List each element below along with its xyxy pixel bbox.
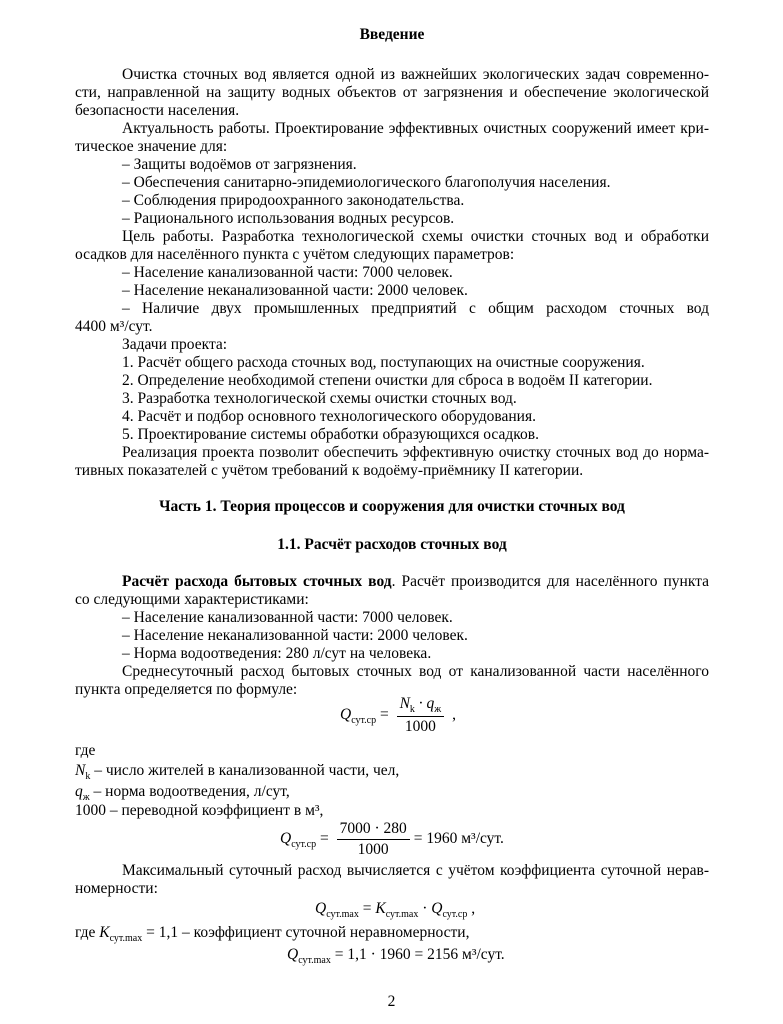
definition-text: – норма водоотведения, л/сут, <box>93 783 290 800</box>
formula-tail: , <box>448 706 456 724</box>
where-label: где <box>75 742 96 759</box>
symbol-n: N <box>75 762 86 779</box>
task-item: 3. Разработка технологической схемы очистки сточных вод. <box>122 390 517 407</box>
list-item: – Население канализованной части: 7000 человек. <box>122 264 453 281</box>
formula-denominator: 1000 <box>357 841 389 858</box>
intro-paragraph-line: сти, направленной на защиту водных объектов от загрязнения и обеспечение экологической <box>75 84 709 101</box>
definition-text: – число жителей в канализованной части, чел, <box>94 762 400 779</box>
relevance-paragraph-line: тическое значение для: <box>75 138 228 155</box>
task-item: 4. Расчёт и подбор основного технологического оборудования. <box>122 408 536 425</box>
formula-symbol: Q <box>287 946 299 963</box>
formula-symbol: Q <box>431 900 443 917</box>
formula-subscript: сут.max <box>385 909 419 921</box>
formula-result: = 1,1 · 1960 = 2156 м³/сут. <box>334 946 505 963</box>
formula-numerator: 7000 · 280 <box>337 820 410 840</box>
section-heading: 1.1. Расчёт расходов сточных вод <box>277 536 507 553</box>
page-number: 2 <box>387 993 396 1010</box>
symbol-k: K <box>99 924 110 941</box>
formula-subscript: сут.ср <box>351 715 377 727</box>
max-paragraph-line: Максимальный суточный расход вычисляется с учётом коэффициента суточной нерав- <box>122 862 709 879</box>
formula-subscript: k <box>409 704 415 716</box>
formula-fraction <box>397 695 445 736</box>
formula-equals: = <box>362 900 372 917</box>
formula-symbol: Q <box>340 706 352 724</box>
formula-symbol: Q <box>280 830 292 848</box>
formula-symbol: K <box>375 900 386 917</box>
intro-paragraph-line: Очистка сточных вод является одной из важнейших экологических задач современно- <box>122 66 709 83</box>
formula-subscript: сут.max <box>326 909 359 921</box>
calc-lead-line <box>75 573 709 591</box>
avg-paragraph-line: Среднесуточный расход бытовых сточных вод от канализованной части населённого <box>122 663 709 680</box>
list-item: – Рационального использования водных ресурсов. <box>122 210 455 227</box>
formula-max-flow <box>315 900 475 920</box>
formula-denominator: 1000 <box>404 718 436 736</box>
goal-paragraph-line: осадков для населённого пункта с учётом следующих параметров: <box>75 246 515 263</box>
tasks-heading: Задачи проекта: <box>122 336 228 353</box>
part-heading: Часть 1. Теория процессов и сооружения для очистки сточных вод <box>159 498 625 515</box>
formula-value: = 1,1 <box>142 924 179 941</box>
task-item: 5. Проектирование системы обработки образующихся осадков. <box>122 426 539 443</box>
formula-max-flow-value <box>287 946 505 966</box>
formula-subscript: ж <box>434 704 442 716</box>
definition-text: – коэффициент суточной неравномерности, <box>181 924 470 941</box>
list-item: – Соблюдения природоохранного законодательства. <box>122 192 465 209</box>
list-item: – Наличие двух промышленных предприятий с общим расходом сточных вод <box>122 300 709 317</box>
list-item: – Защиты водоёмов от загрязнения. <box>122 156 357 173</box>
page-title: Введение <box>359 26 425 43</box>
formula-subscript: k <box>85 771 91 783</box>
formula-tail: , <box>467 900 476 917</box>
formula-subscript: сут.max <box>298 955 331 967</box>
calc-lead-bold: Расчёт расхода бытовых сточных вод <box>122 573 392 590</box>
formula-symbol: Q <box>315 900 327 917</box>
intro-paragraph-line: безопасности населения. <box>75 102 240 119</box>
formula-subscript: сут.ср <box>291 839 317 851</box>
formula-fraction <box>337 820 410 859</box>
formula-equals: = <box>379 706 389 724</box>
symbol-q: q <box>75 783 83 800</box>
formula-average-flow <box>340 695 456 736</box>
goal-paragraph-line: Цель работы. Разработка технологической схемы очистки сточных вод и обработки <box>122 228 709 245</box>
formula-average-flow-value <box>280 820 504 859</box>
definition-k <box>75 924 709 948</box>
where-label: где <box>75 924 96 941</box>
formula-symbol: · q <box>414 695 435 712</box>
formula-subscript: ж <box>82 792 90 804</box>
list-item: – Население неканализованной части: 2000 человек. <box>122 627 468 644</box>
list-item-continuation: 4400 м³/сут. <box>75 318 153 335</box>
formula-equals: = <box>319 830 329 848</box>
conclusion-paragraph-line: Реализация проекта позволит обеспечить эффективную очистку сточных вод до норма- <box>122 444 709 461</box>
conclusion-paragraph-line: тивных показателей с учётом требований к водоёму-приёмнику II категории. <box>75 462 584 479</box>
task-item: 2. Определение необходимой степени очистки для сброса в водоём II категории. <box>122 372 653 389</box>
relevance-paragraph-line: Актуальность работы. Проектирование эффективных очистных сооружений имеет кри- <box>122 120 709 137</box>
list-item: – Обеспечения санитарно-эпидемиологического благополучия населения. <box>122 174 611 191</box>
max-paragraph-line: номерности: <box>75 880 158 897</box>
calc-lead-text: . Расчёт производится для населённого пункта <box>391 573 709 590</box>
calc-lead-line: со следующими характеристиками: <box>75 591 309 608</box>
formula-numerator <box>397 695 445 717</box>
formula-subscript: сут.max <box>109 933 143 945</box>
formula-result: = 1960 м³/сут. <box>413 830 504 848</box>
formula-subscript: сут.ср <box>442 909 468 921</box>
task-item: 1. Расчёт общего расхода сточных вод, поступающих на очистные сооружения. <box>122 354 645 371</box>
list-item: – Норма водоотведения: 280 л/сут на человека. <box>122 645 432 662</box>
avg-paragraph-line: пункта определяется по формуле: <box>75 681 298 698</box>
definition-1000: 1000 – переводной коэффициент в м³, <box>75 802 324 819</box>
formula-multiply: · <box>418 900 432 917</box>
formula-symbol: N <box>399 695 410 712</box>
list-item: – Население неканализованной части: 2000 человек. <box>122 282 468 299</box>
list-item: – Население канализованной части: 7000 человек. <box>122 609 453 626</box>
